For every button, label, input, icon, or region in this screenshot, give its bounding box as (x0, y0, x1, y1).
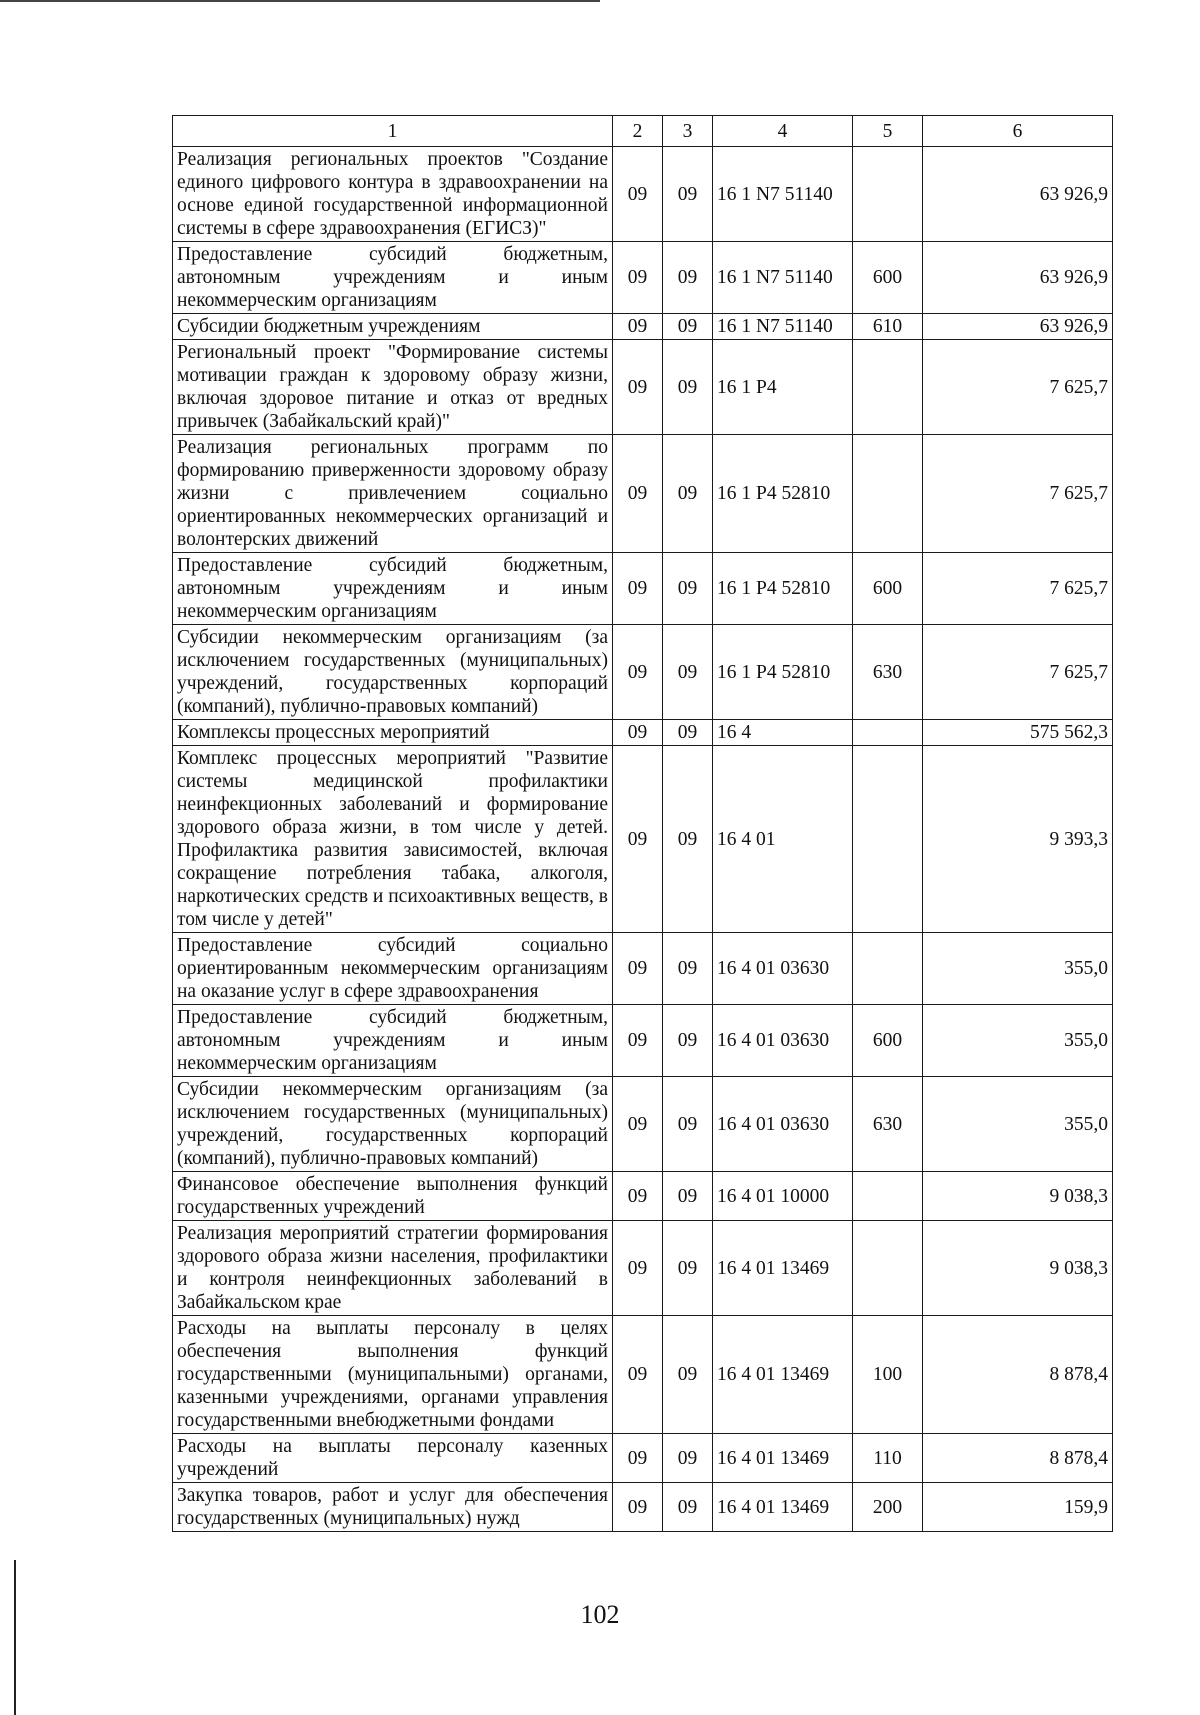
header-cell-1: 1 (173, 116, 613, 147)
row-name-cell: Предоставление субсидий бюджетным, автономным учреждениям и иным некоммерческим организациям (173, 1005, 613, 1077)
row-amount-cell: 9 038,3 (923, 1221, 1113, 1316)
row-section-cell: 09 (613, 1316, 663, 1434)
row-section-cell: 09 (613, 1005, 663, 1077)
table-row (173, 242, 1113, 314)
row-name-cell: Реализация региональных проектов "Создание единого цифрового контура в здравоохранении на основе единой государственной информационной системы в сфере здравоохранения (ЕГИСЗ)" (173, 147, 613, 242)
row-section-cell: 09 (613, 720, 663, 746)
row-section-cell: 09 (613, 435, 663, 553)
row-code-cell: 16 1 P4 52810 (713, 435, 853, 553)
row-name-cell: Расходы на выплаты персоналу в целях обеспечения выполнения функций государственными (муниципальными) органами, казенными учреждениями, органами управления государственными внебюджетными фондами (173, 1316, 613, 1434)
table-row (173, 435, 1113, 553)
row-subsection-cell: 09 (663, 933, 713, 1005)
table-row (173, 933, 1113, 1005)
row-subsection-cell: 09 (663, 1316, 713, 1434)
scan-edge-left (14, 1560, 16, 1715)
row-section-cell: 09 (613, 933, 663, 1005)
row-subsection-cell: 09 (663, 242, 713, 314)
row-name-cell: Финансовое обеспечение выполнения функций государственных учреждений (173, 1172, 613, 1221)
table-row (173, 340, 1113, 435)
row-name-cell: Предоставление субсидий бюджетным, автономным учреждениям и иным некоммерческим организациям (173, 242, 613, 314)
row-type-cell: 200 (853, 1483, 923, 1532)
row-name-cell: Реализация мероприятий стратегии формирования здорового образа жизни населения, профилактики и контроля неинфекционных заболеваний в Забайкальском крае (173, 1221, 613, 1316)
row-amount-cell: 355,0 (923, 1077, 1113, 1172)
row-section-cell: 09 (613, 1221, 663, 1316)
row-name-cell: Субсидии бюджетным учреждениям (173, 314, 613, 340)
header-cell-2: 2 (613, 116, 663, 147)
row-amount-cell: 9 393,3 (923, 746, 1113, 933)
row-subsection-cell: 09 (663, 1172, 713, 1221)
row-code-cell: 16 1 N7 51140 (713, 242, 853, 314)
row-subsection-cell: 09 (663, 553, 713, 625)
row-section-cell: 09 (613, 340, 663, 435)
table-row (173, 746, 1113, 933)
row-type-cell: 630 (853, 1077, 923, 1172)
row-section-cell: 09 (613, 147, 663, 242)
row-type-cell (853, 746, 923, 933)
row-amount-cell: 63 926,9 (923, 314, 1113, 340)
row-name-cell: Предоставление субсидий бюджетным, автономным учреждениям и иным некоммерческим организациям (173, 553, 613, 625)
row-subsection-cell: 09 (663, 720, 713, 746)
row-amount-cell: 8 878,4 (923, 1434, 1113, 1483)
row-type-cell: 630 (853, 625, 923, 720)
row-section-cell: 09 (613, 746, 663, 933)
row-code-cell: 16 4 01 13469 (713, 1483, 853, 1532)
table-header-row (173, 116, 1113, 147)
table-row (173, 1434, 1113, 1483)
row-name-cell: Закупка товаров, работ и услуг для обеспечения государственных (муниципальных) нужд (173, 1483, 613, 1532)
row-type-cell (853, 933, 923, 1005)
row-subsection-cell: 09 (663, 340, 713, 435)
row-code-cell: 16 1 N7 51140 (713, 314, 853, 340)
row-code-cell: 16 4 (713, 720, 853, 746)
row-type-cell: 110 (853, 1434, 923, 1483)
table-row (173, 1005, 1113, 1077)
budget-table-body (173, 116, 1113, 1532)
row-name-cell: Субсидии некоммерческим организациям (за исключением государственных (муниципальных) учреждений, государственных корпораций (компаний), публично-правовых компаний) (173, 625, 613, 720)
row-subsection-cell: 09 (663, 746, 713, 933)
row-type-cell (853, 147, 923, 242)
row-name-cell: Комплексы процессных мероприятий (173, 720, 613, 746)
budget-table (172, 115, 1113, 1532)
row-section-cell: 09 (613, 1172, 663, 1221)
row-amount-cell: 7 625,7 (923, 435, 1113, 553)
table-row (173, 1077, 1113, 1172)
table-row (173, 147, 1113, 242)
row-name-cell: Региональный проект "Формирование системы мотивации граждан к здоровому образу жизни, включая здоровое питание и отказ от вредных привычек (Забайкальский край)" (173, 340, 613, 435)
row-name-cell: Предоставление субсидий социально ориентированным некоммерческим организациям на оказание услуг в сфере здравоохранения (173, 933, 613, 1005)
row-subsection-cell: 09 (663, 1005, 713, 1077)
row-amount-cell: 9 038,3 (923, 1172, 1113, 1221)
row-code-cell: 16 4 01 10000 (713, 1172, 853, 1221)
row-code-cell: 16 4 01 03630 (713, 1005, 853, 1077)
row-amount-cell: 7 625,7 (923, 625, 1113, 720)
row-section-cell: 09 (613, 242, 663, 314)
row-name-cell: Комплекс процессных мероприятий "Развитие системы медицинской профилактики неинфекционных заболеваний и формирование здорового образа жизни, в том числе у детей. Профилактика развития зависимостей, включая сокращение потребления табака, алкоголя, наркотических средств и психоактивных веществ, в том числе у детей" (173, 746, 613, 933)
row-subsection-cell: 09 (663, 625, 713, 720)
row-type-cell (853, 720, 923, 746)
table-row (173, 720, 1113, 746)
row-amount-cell: 63 926,9 (923, 147, 1113, 242)
row-amount-cell: 7 625,7 (923, 553, 1113, 625)
row-subsection-cell: 09 (663, 1077, 713, 1172)
header-cell-3: 3 (663, 116, 713, 147)
row-subsection-cell: 09 (663, 435, 713, 553)
table-row (173, 1172, 1113, 1221)
row-type-cell: 600 (853, 553, 923, 625)
row-code-cell: 16 4 01 13469 (713, 1221, 853, 1316)
row-type-cell: 600 (853, 242, 923, 314)
row-section-cell: 09 (613, 553, 663, 625)
row-code-cell: 16 4 01 13469 (713, 1316, 853, 1434)
page-number: 102 (580, 1600, 620, 1629)
row-code-cell: 16 4 01 (713, 746, 853, 933)
row-section-cell: 09 (613, 1077, 663, 1172)
header-cell-6: 6 (923, 116, 1113, 147)
row-amount-cell: 8 878,4 (923, 1316, 1113, 1434)
row-subsection-cell: 09 (663, 1483, 713, 1532)
table-row (173, 1316, 1113, 1434)
table-row (173, 1483, 1113, 1532)
row-amount-cell: 159,9 (923, 1483, 1113, 1532)
table-row (173, 553, 1113, 625)
row-section-cell: 09 (613, 1434, 663, 1483)
row-code-cell: 16 4 01 03630 (713, 1077, 853, 1172)
row-type-cell: 100 (853, 1316, 923, 1434)
row-name-cell: Реализация региональных программ по формированию приверженности здоровому образу жизни с привлечением социально ориентированных некоммерческих организаций и волонтерских движений (173, 435, 613, 553)
table-row (173, 1221, 1113, 1316)
row-name-cell: Субсидии некоммерческим организациям (за исключением государственных (муниципальных) учреждений, государственных корпораций (компаний), публично-правовых компаний) (173, 1077, 613, 1172)
row-code-cell: 16 1 N7 51140 (713, 147, 853, 242)
row-type-cell (853, 340, 923, 435)
row-amount-cell: 7 625,7 (923, 340, 1113, 435)
row-code-cell: 16 1 P4 (713, 340, 853, 435)
scan-edge-top (0, 0, 600, 2)
row-subsection-cell: 09 (663, 314, 713, 340)
row-type-cell (853, 1172, 923, 1221)
header-cell-5: 5 (853, 116, 923, 147)
row-type-cell: 600 (853, 1005, 923, 1077)
row-code-cell: 16 1 P4 52810 (713, 553, 853, 625)
row-subsection-cell: 09 (663, 147, 713, 242)
row-section-cell: 09 (613, 1483, 663, 1532)
row-section-cell: 09 (613, 314, 663, 340)
row-type-cell (853, 435, 923, 553)
row-name-cell: Расходы на выплаты персоналу казенных учреждений (173, 1434, 613, 1483)
row-type-cell: 610 (853, 314, 923, 340)
table-row (173, 625, 1113, 720)
row-code-cell: 16 4 01 13469 (713, 1434, 853, 1483)
row-subsection-cell: 09 (663, 1221, 713, 1316)
row-code-cell: 16 4 01 03630 (713, 933, 853, 1005)
row-amount-cell: 63 926,9 (923, 242, 1113, 314)
row-code-cell: 16 1 P4 52810 (713, 625, 853, 720)
row-section-cell: 09 (613, 625, 663, 720)
row-type-cell (853, 1221, 923, 1316)
row-amount-cell: 575 562,3 (923, 720, 1113, 746)
row-subsection-cell: 09 (663, 1434, 713, 1483)
header-cell-4: 4 (713, 116, 853, 147)
row-amount-cell: 355,0 (923, 933, 1113, 1005)
table-row (173, 314, 1113, 340)
row-amount-cell: 355,0 (923, 1005, 1113, 1077)
